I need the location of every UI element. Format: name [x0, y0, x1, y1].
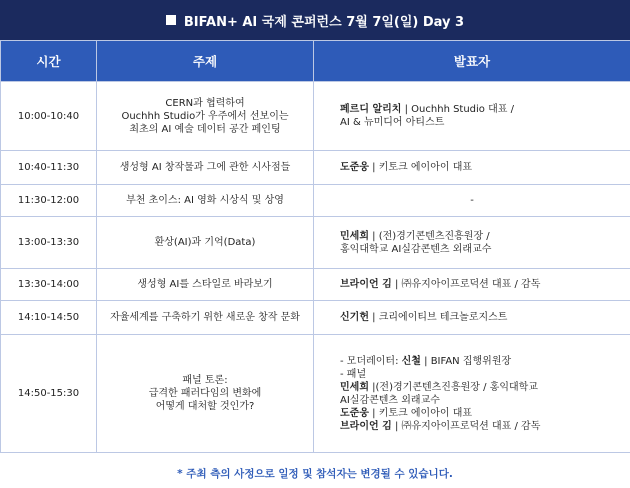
table-row	[1, 269, 630, 301]
speaker-line	[340, 368, 626, 381]
time-cell: 14:50-15:30	[1, 335, 97, 453]
speaker-role: | (전)경기콘텐츠진흥원장 /	[368, 230, 490, 242]
table-row	[1, 82, 630, 151]
speaker-line	[340, 278, 626, 291]
speaker-line	[340, 394, 626, 407]
table-row	[1, 151, 630, 185]
speaker-role: | ㈜유지아이프로덕션 대표 / 감독	[391, 420, 541, 432]
page-title: BIFAN+ AI 국제 콘퍼런스 7월 7일(일) Day 3	[183, 14, 465, 30]
title-bar	[0, 0, 630, 40]
speaker-name: 신기헌	[340, 312, 369, 323]
speaker-role: AI실감콘텐츠 외래교수	[340, 394, 440, 406]
topic-line: Ouchhh Studio가 우주에서 선보이는	[121, 110, 289, 122]
header-speaker: 발표자	[314, 41, 630, 82]
speaker-cell	[314, 151, 630, 185]
topic-line: CERN과 협력하여	[165, 97, 245, 109]
table-row	[1, 301, 630, 335]
time-cell: 13:30-14:00	[1, 269, 97, 301]
header-time: 시간	[1, 41, 97, 82]
speaker-name: 페르디 알리치	[340, 104, 402, 115]
speaker-cell	[314, 301, 630, 335]
speaker-line	[340, 243, 626, 256]
topic-line: 환상(AI)과 기억(Data)	[154, 237, 256, 248]
table-row	[1, 217, 630, 269]
topic-line: 자율세계를 구축하기 위한 새로운 창작 문화	[110, 312, 300, 323]
speaker-name: 도준웅	[340, 407, 369, 419]
table-header-row	[1, 41, 630, 82]
speaker-name: 민세희	[340, 381, 369, 393]
speaker-role: - 패널	[340, 368, 367, 380]
topic-cell	[97, 217, 314, 269]
speaker-name: 신철	[401, 355, 421, 367]
topic-cell	[97, 335, 314, 453]
speaker-name: 브라이언 김	[340, 279, 392, 290]
topic-line: 최초의 AI 예술 데이터 공간 페인팅	[129, 123, 281, 135]
header-topic: 주제	[97, 41, 314, 82]
topic-cell	[97, 82, 314, 151]
speaker-line	[340, 381, 626, 394]
topic-cell	[97, 185, 314, 217]
speaker-role: | 키토크 에이아이 대표	[368, 162, 473, 173]
time-cell: 14:10-14:50	[1, 301, 97, 335]
speaker-cell	[314, 335, 630, 453]
speaker-cell	[314, 217, 630, 269]
topic-line: 패널 토론:	[182, 375, 228, 386]
speaker-line	[340, 116, 626, 129]
speaker-line	[318, 194, 626, 207]
speaker-role: | Ouchhh Studio 대표 /	[401, 104, 514, 115]
time-cell: 11:30-12:00	[1, 185, 97, 217]
topic-line: 어떻게 대처할 것인가?	[155, 401, 255, 412]
speaker-cell	[314, 269, 630, 301]
speaker-role: | 크리에이티브 테크놀로지스트	[368, 312, 508, 323]
speaker-name: 브라이언 김	[340, 420, 392, 432]
topic-cell	[97, 301, 314, 335]
speaker-name: 도준웅	[340, 162, 369, 173]
table-row	[1, 335, 630, 453]
speaker-role: | ㈜유지아이프로덕션 대표 / 감독	[391, 279, 541, 290]
speaker-line	[340, 161, 626, 174]
topic-line: 급격한 패러다임의 변화에	[148, 388, 262, 399]
square-bullet-icon	[166, 15, 176, 25]
speaker-role: 홍익대학교 AI실감콘텐츠 외래교수	[340, 243, 492, 255]
time-cell: 10:00-10:40	[1, 82, 97, 151]
speaker-role: - 모더레이터:	[340, 355, 402, 367]
topic-line: 생성형 AI를 스타일로 바라보기	[137, 279, 273, 290]
speaker-role: | BIFAN 집행위원장	[420, 355, 512, 367]
topic-cell	[97, 269, 314, 301]
schedule-table	[0, 40, 630, 453]
speaker-name: 민세희	[340, 230, 369, 242]
speaker-role: |(전)경기콘텐츠진흥원장 / 홍익대학교	[368, 381, 538, 393]
speaker-line	[340, 103, 626, 116]
speaker-line	[340, 311, 626, 324]
speaker-line	[340, 355, 626, 368]
time-cell: 13:00-13:30	[1, 217, 97, 269]
topic-cell	[97, 151, 314, 185]
speaker-role: -	[470, 195, 474, 206]
speaker-line	[340, 407, 626, 420]
speaker-cell	[314, 185, 630, 217]
topic-line: 부천 초이스: AI 영화 시상식 및 상영	[126, 195, 284, 206]
time-cell: 10:40-11:30	[1, 151, 97, 185]
speaker-line	[340, 230, 626, 243]
speaker-role: | 키토크 에이아이 대표	[368, 407, 473, 419]
footer-note: * 주최 측의 사정으로 일정 및 참석자는 변경될 수 있습니다.	[177, 468, 453, 480]
speaker-role: AI & 뉴미디어 아티스트	[340, 117, 445, 128]
topic-line: 생성형 AI 창작물과 그에 관한 시사점들	[119, 162, 291, 173]
speaker-cell	[314, 82, 630, 151]
speaker-line	[340, 420, 626, 433]
table-row	[1, 185, 630, 217]
